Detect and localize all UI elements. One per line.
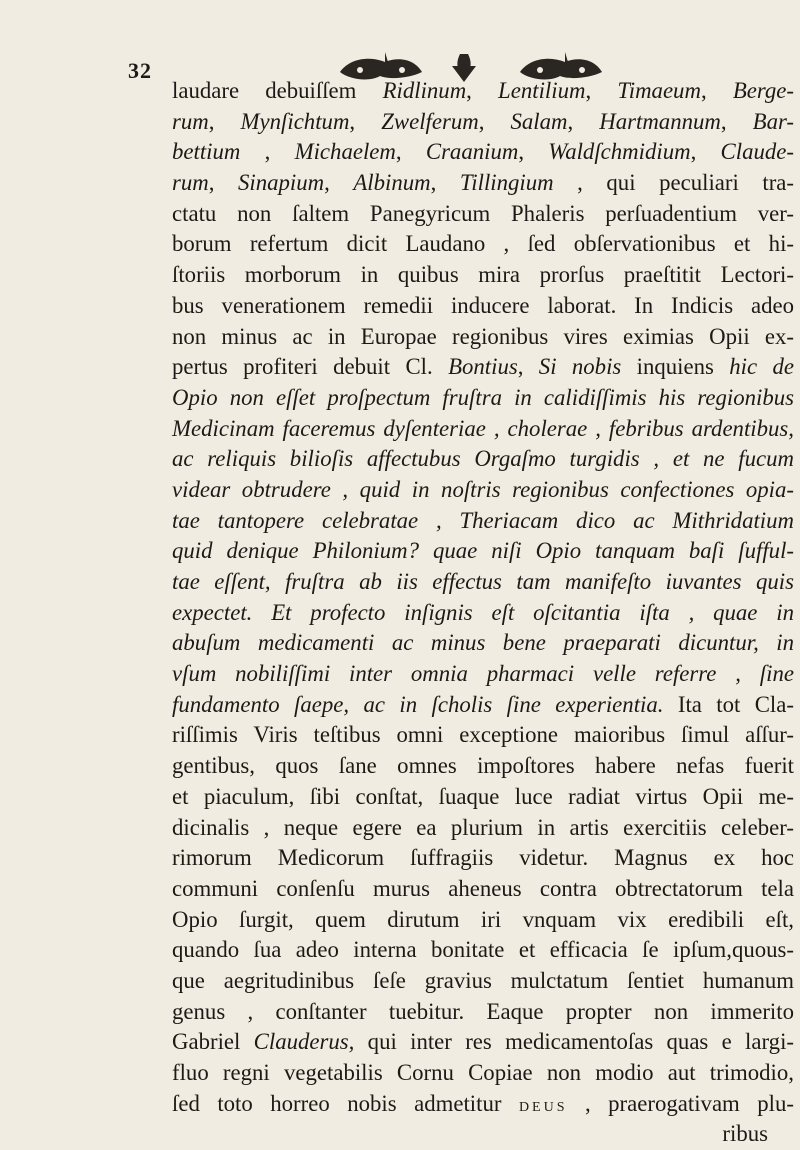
- text-line: [172, 782, 794, 813]
- text-segment: ,: [700, 78, 733, 103]
- text-segment: abuſum medicamenti ac minus bene praeparati dicuntur, in: [172, 630, 794, 656]
- text-segment: ,: [690, 139, 721, 165]
- text-segment: bus venerationem remedii inducere laborat. In Indicis adeo: [172, 292, 794, 318]
- text-segment: Ridlinum: [382, 78, 467, 103]
- text-segment: tae eſſent, fruſtra ab iis effectus tam manifeſto iuvantes quis: [172, 569, 794, 594]
- text-segment: rimorum Medicorum ſuffragiis videtur. Magnus ex hoc: [172, 845, 794, 871]
- page-number: 32: [128, 58, 152, 83]
- text-segment: ,: [395, 139, 426, 165]
- text-segment: ,: [478, 108, 511, 134]
- text-segment: Waldſchmidium: [548, 139, 691, 165]
- text-line: [172, 76, 794, 107]
- text-segment: ctatu non ſaltem Panegyricum Phaleris perſuadentium ver-: [172, 200, 794, 226]
- text-line: [172, 598, 794, 629]
- text-segment: ſtoriis morborum in quibus mira prorſus praeſtitit Lectori-: [172, 262, 794, 288]
- text-line: [172, 1058, 794, 1089]
- text-segment: rum: [172, 108, 209, 134]
- text-segment: ,: [466, 78, 499, 103]
- text-segment: , qui peculiari tra-: [553, 170, 794, 196]
- text-line: [172, 659, 794, 690]
- text-segment: ,: [240, 139, 295, 165]
- text-line: [172, 414, 794, 445]
- text-segment: ac reliquis bilioſis affectubus Orgaſmo turgidis , et ne fucum: [172, 446, 794, 472]
- text-segment: non minus ac in Europae regionibus vires eximias Opii ex-: [172, 323, 794, 349]
- text-segment: Opio ſurgit, quem dirutum iri vnquam vix eredibili eſt,: [172, 906, 794, 932]
- text-segment: laudare debuiſſem: [172, 78, 383, 103]
- text-line: [172, 690, 794, 721]
- text-segment: borum refertum dicit Laudano , ſed obſervationibus et hi-: [172, 231, 794, 257]
- text-segment: Lentilium: [498, 78, 586, 103]
- text-line: [172, 352, 794, 383]
- text-segment: Berge-: [732, 78, 794, 103]
- text-line: [172, 843, 794, 874]
- text-segment: Timaeum: [617, 78, 701, 103]
- text-segment: Opio non eſſet proſpectum fruſtra in calidiſſimis his regionibus: [172, 384, 794, 410]
- text-segment: quid denique Philonium? quae niſi Opio tanquam baſi ſufful-: [172, 538, 794, 564]
- text-segment: Si nobis: [538, 354, 622, 380]
- text-segment: ,: [517, 354, 539, 380]
- text-line: [172, 536, 794, 567]
- text-segment: Mynſichtum: [240, 108, 350, 134]
- text-line: [172, 1027, 794, 1058]
- text-line: [172, 751, 794, 782]
- text-line: [172, 260, 794, 291]
- text-line: [172, 322, 794, 353]
- text-segment: Ita tot Cla-: [663, 691, 794, 717]
- text-segment: Hartmannum: [599, 108, 721, 134]
- text-line: [172, 383, 794, 414]
- text-line: [172, 1089, 794, 1120]
- text-segment: Clauderus,: [253, 1029, 355, 1055]
- text-line: [172, 1119, 794, 1150]
- text-line: [172, 874, 794, 905]
- text-segment: Medicinam faceremus dyſenteriae , cholerae , febribus ardentibus,: [172, 415, 794, 441]
- text-segment: Tillingium: [459, 170, 554, 196]
- text-line: [172, 475, 794, 506]
- text-segment: dicinalis , neque egere ea plurium in artis exercitiis celeber-: [172, 814, 794, 840]
- text-segment: ,: [430, 170, 460, 196]
- text-segment: ,: [585, 78, 618, 103]
- text-segment: Michaelem: [294, 139, 396, 165]
- text-segment: Craanium: [425, 139, 519, 165]
- text-segment: ,: [567, 108, 600, 134]
- text-segment: ,: [208, 108, 241, 134]
- text-segment: Zwelferum: [381, 108, 479, 134]
- text-segment: ribus: [722, 1121, 768, 1147]
- text-segment: vſum nobiliſſimi inter omnia pharmaci velle referre , ſine: [172, 661, 794, 687]
- text-segment: videar obtrudere , quid in noſtris regionibus confectiones opia-: [172, 476, 794, 502]
- text-segment: quando ſua adeo interna bonitate et efficacia ſe ipſum,quous-: [172, 937, 794, 963]
- text-segment: ,: [518, 139, 549, 165]
- text-line: [172, 997, 794, 1028]
- text-segment: expectet. Et profecto inſignis eſt oſcitantia iſta , quae in: [172, 599, 794, 625]
- text-segment: fundamento ſaepe, ac in ſcholis ſine experientia.: [172, 691, 664, 717]
- text-line: [172, 199, 794, 230]
- text-segment: Claude-: [720, 139, 794, 165]
- text-segment: Albinum: [353, 170, 431, 196]
- text-segment: deus: [518, 1093, 568, 1116]
- text-segment: bettium: [172, 139, 241, 165]
- text-line: [172, 137, 794, 168]
- text-segment: Salam: [510, 108, 568, 134]
- text-segment: pertus profiteri debuit Cl.: [172, 354, 449, 380]
- text-segment: ſed toto horreo nobis admetitur: [172, 1090, 519, 1116]
- text-line: [172, 720, 794, 751]
- text-line: [172, 813, 794, 844]
- text-segment: rum: [172, 170, 209, 196]
- text-segment: ,: [208, 170, 238, 196]
- text-segment: et piaculum, ſibi conſtat, ſuaque luce radiat virtus Opii me-: [172, 783, 794, 809]
- text-line: [172, 506, 794, 537]
- text-segment: gentibus, quos ſane omnes impoſtores habere nefas fuerit: [172, 753, 794, 779]
- text-segment: qui inter res medicamentoſas quas e largi-: [354, 1029, 794, 1055]
- text-line: [172, 444, 794, 475]
- text-segment: genus , conſtanter tuebitur. Eaque propter non immerito: [172, 998, 794, 1024]
- text-segment: inquiens: [621, 354, 730, 380]
- text-segment: ,: [720, 108, 753, 134]
- text-line: [172, 935, 794, 966]
- text-segment: Bontius: [448, 354, 518, 380]
- text-segment: ,: [324, 170, 354, 196]
- text-segment: communi conſenſu murus aheneus contra obtrectatorum tela: [172, 875, 794, 901]
- text-line: [172, 628, 794, 659]
- text-segment: ,: [349, 108, 382, 134]
- text-line: [172, 905, 794, 936]
- text-segment: que aegritudinibus ſeſe gravius mulctatum ſentiet humanum: [172, 967, 794, 993]
- text-line: [172, 291, 794, 322]
- text-segment: tae tantopere celebratae , Theriacam dico ac Mithridatium: [172, 507, 794, 533]
- text-line: [172, 229, 794, 260]
- body-text: [172, 76, 794, 1150]
- text-segment: , praerogativam plu-: [567, 1090, 794, 1116]
- text-segment: riſſimis Viris teſtibus omni exceptione maioribus ſimul aſſur-: [172, 722, 794, 748]
- text-segment: fluo regni vegetabilis Cornu Copiae non modio aut trimodio,: [172, 1060, 794, 1085]
- text-segment: Gabriel: [172, 1029, 254, 1055]
- text-line: [172, 107, 794, 138]
- text-line: [172, 168, 794, 199]
- text-line: [172, 966, 794, 997]
- text-segment: hic de: [729, 354, 794, 380]
- text-segment: Bar-: [752, 108, 794, 134]
- text-segment: Sinapium: [237, 170, 325, 196]
- text-line: [172, 567, 794, 598]
